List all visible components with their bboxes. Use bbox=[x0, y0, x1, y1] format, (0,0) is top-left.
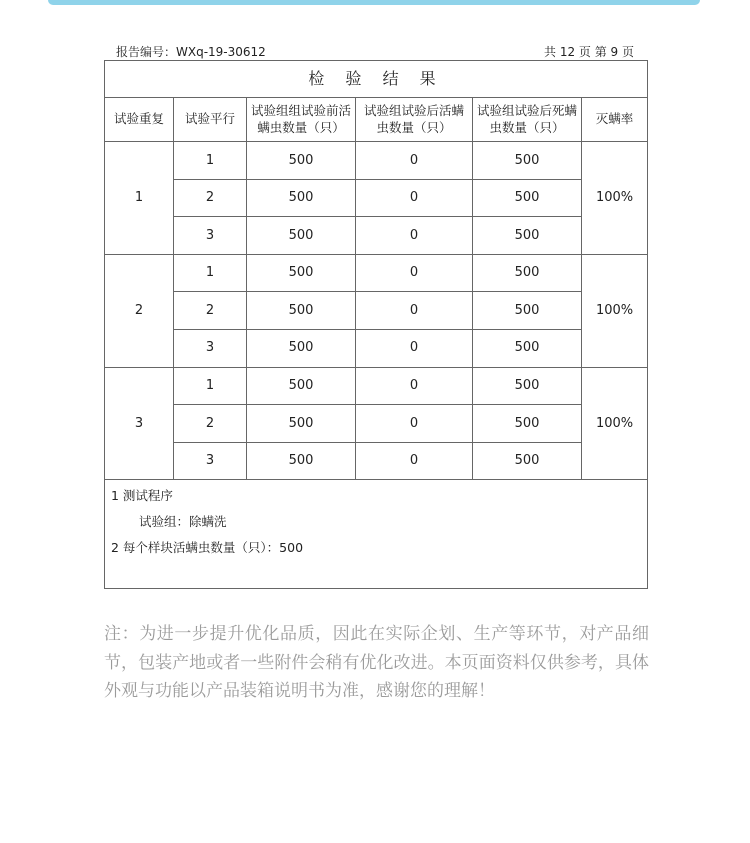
repeat-cell: 2 bbox=[105, 254, 174, 367]
parallel-cell: 2 bbox=[174, 405, 247, 443]
disclaimer-text: 注：为进一步提升优化品质，因此在实际企划、生产等环节，对产品细节，包装产地或者一些附件会稍有优化改进。本页面资料仅供参考，具体外观与功能以产品装箱说明书为准，感谢您的理解！ bbox=[104, 624, 649, 701]
before-cell: 500 bbox=[247, 292, 356, 330]
header-kill-rate: 灭螨率 bbox=[582, 98, 648, 142]
header-after-dead: 试验组试验后死螨虫数量（只） bbox=[473, 98, 582, 142]
parallel-cell: 3 bbox=[174, 442, 247, 480]
header-parallel: 试验平行 bbox=[174, 98, 247, 142]
after-dead-cell: 500 bbox=[473, 179, 582, 217]
after-live-cell: 0 bbox=[356, 142, 473, 180]
report-header bbox=[116, 43, 634, 59]
kill-rate-cell: 100% bbox=[582, 367, 648, 480]
after-dead-cell: 500 bbox=[473, 217, 582, 255]
report-number: 报告编号：WXq-19-30612 bbox=[116, 45, 266, 59]
parallel-cell: 3 bbox=[174, 217, 247, 255]
note-procedure: 1 测试程序 bbox=[111, 488, 173, 504]
after-live-cell: 0 bbox=[356, 292, 473, 330]
note-test-group: 试验组：除螨洗 bbox=[139, 514, 227, 530]
table-row bbox=[105, 254, 648, 292]
after-dead-cell: 500 bbox=[473, 254, 582, 292]
after-dead-cell: 500 bbox=[473, 442, 582, 480]
after-dead-cell: 500 bbox=[473, 405, 582, 443]
page-indicator: 共 12 页 第 9 页 bbox=[544, 45, 634, 59]
parallel-cell: 2 bbox=[174, 179, 247, 217]
table-row bbox=[105, 442, 648, 480]
table-row bbox=[105, 329, 648, 367]
before-cell: 500 bbox=[247, 405, 356, 443]
after-live-cell: 0 bbox=[356, 329, 473, 367]
header-before-live: 试验组组试验前活螨虫数量（只） bbox=[247, 98, 356, 142]
before-cell: 500 bbox=[247, 142, 356, 180]
after-dead-cell: 500 bbox=[473, 142, 582, 180]
table-title: 检 验 结 果 bbox=[105, 61, 648, 98]
after-dead-cell: 500 bbox=[473, 292, 582, 330]
note-sample-count: 2 每个样块活螨虫数量（只）：500 bbox=[111, 540, 304, 556]
test-notes bbox=[105, 480, 648, 589]
after-live-cell: 0 bbox=[356, 179, 473, 217]
parallel-cell: 3 bbox=[174, 329, 247, 367]
kill-rate-cell: 100% bbox=[582, 142, 648, 255]
before-cell: 500 bbox=[247, 217, 356, 255]
table-row bbox=[105, 142, 648, 180]
before-cell: 500 bbox=[247, 179, 356, 217]
kill-rate-cell: 100% bbox=[582, 254, 648, 367]
header-after-live: 试验组试验后活螨虫数量（只） bbox=[356, 98, 473, 142]
before-cell: 500 bbox=[247, 442, 356, 480]
after-dead-cell: 500 bbox=[473, 367, 582, 405]
table-header-row bbox=[105, 98, 648, 142]
table-row bbox=[105, 367, 648, 405]
repeat-cell: 3 bbox=[105, 367, 174, 480]
before-cell: 500 bbox=[247, 254, 356, 292]
table-row bbox=[105, 179, 648, 217]
parallel-cell: 1 bbox=[174, 367, 247, 405]
table-row bbox=[105, 405, 648, 443]
after-live-cell: 0 bbox=[356, 367, 473, 405]
results-table bbox=[104, 60, 648, 589]
before-cell: 500 bbox=[247, 367, 356, 405]
after-live-cell: 0 bbox=[356, 405, 473, 443]
parallel-cell: 1 bbox=[174, 142, 247, 180]
after-live-cell: 0 bbox=[356, 217, 473, 255]
after-live-cell: 0 bbox=[356, 254, 473, 292]
after-dead-cell: 500 bbox=[473, 329, 582, 367]
parallel-cell: 1 bbox=[174, 254, 247, 292]
header-repeat: 试验重复 bbox=[105, 98, 174, 142]
table-row bbox=[105, 217, 648, 255]
before-cell: 500 bbox=[247, 329, 356, 367]
top-accent-bar bbox=[48, 0, 700, 5]
after-live-cell: 0 bbox=[356, 442, 473, 480]
table-row bbox=[105, 292, 648, 330]
parallel-cell: 2 bbox=[174, 292, 247, 330]
repeat-cell: 1 bbox=[105, 142, 174, 255]
